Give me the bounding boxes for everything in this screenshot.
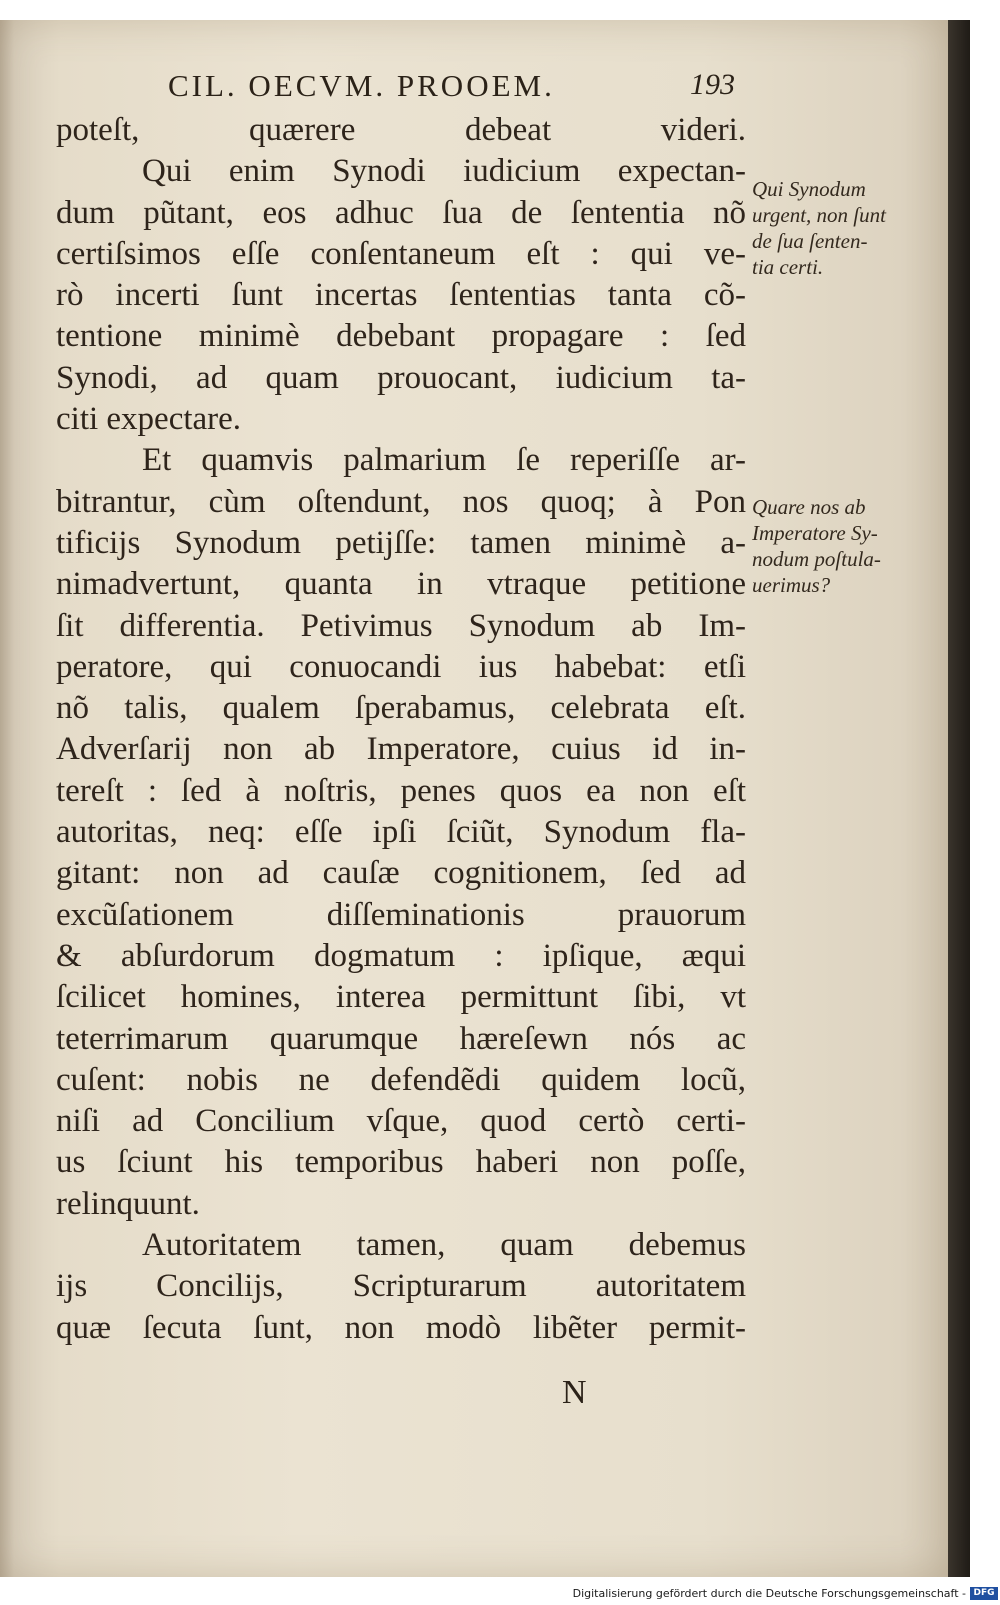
body-line: us ſciunt his temporibus haberi non poſſe, bbox=[56, 1144, 746, 1181]
body-line: ſit differentia. Petivimus Synodum ab Im- bbox=[56, 607, 746, 644]
body-line: Et quamvis palmarium ſe reperiſſe ar- bbox=[142, 442, 746, 479]
body-line: quæ ſecuta ſunt, non modò libẽter permit- bbox=[56, 1309, 746, 1346]
body-line: autoritas, neq: eſſe ipſi ſciũt, Synodum fla- bbox=[56, 814, 746, 851]
body-line: relinquunt. bbox=[56, 1185, 200, 1222]
body-line: Adverſarij non ab Imperatore, cuius id in- bbox=[56, 731, 746, 768]
signature-mark: N bbox=[562, 1374, 587, 1411]
body-line: tentione minimè debebant propagare : ſed bbox=[56, 318, 746, 355]
body-line: bitrantur, cùm oſtendunt, nos quoq; à Pon bbox=[56, 483, 746, 520]
margin-note-line: urgent, non ſunt bbox=[752, 203, 886, 227]
page-edge-shadow bbox=[948, 20, 970, 1577]
body-line: excũſationem diſſeminationis prauorum bbox=[56, 896, 746, 933]
margin-note-line: Imperatore Sy- bbox=[752, 521, 878, 545]
body-line: niſi ad Concilium vſque, quod certò certi- bbox=[56, 1103, 746, 1140]
body-line: cuſent: nobis ne defendẽdi quidem locũ, bbox=[56, 1061, 746, 1098]
margin-note-line: tia certi. bbox=[752, 255, 824, 279]
body-line: Autoritatem tamen, quam debemus bbox=[142, 1227, 746, 1264]
body-text bbox=[56, 110, 746, 1349]
body-line: ſcilicet homines, interea permittunt ſibi, vt bbox=[56, 979, 746, 1016]
body-line: certiſsimos eſſe conſentaneum eſt : qui ve- bbox=[56, 235, 746, 272]
body-line: rò incerti ſunt incertas ſententias tanta cõ- bbox=[56, 277, 746, 314]
body-line: tereſt : ſed à noſtris, penes quos ea non eſt bbox=[56, 772, 746, 809]
margin-note-synod bbox=[752, 176, 937, 280]
margin-note-line: nodum poſtula- bbox=[752, 547, 881, 571]
body-line: Qui enim Synodi iudicium expectan- bbox=[142, 153, 746, 190]
body-line: Synodi, ad quam prouocant, iudicium ta- bbox=[56, 359, 746, 396]
margin-note-line: uerimus? bbox=[752, 573, 831, 597]
margin-note-line: Quare nos ab bbox=[752, 495, 866, 519]
body-line: peratore, qui conuocandi ius habebat: etſi bbox=[56, 648, 746, 685]
digitization-credit: Digitalisierung gefördert durch die Deutsche Forschungsgemeinschaft - bbox=[572, 1587, 966, 1600]
body-line: poteſt, quærere debeat videri. bbox=[56, 112, 746, 148]
body-line: citi expectare. bbox=[56, 401, 242, 438]
body-line: nimadvertunt, quanta in vtraque petitione bbox=[56, 566, 746, 603]
body-line: nõ talis, qualem ſperabamus, celebrata eſt. bbox=[56, 690, 746, 727]
body-line: dum pũtant, eos adhuc ſua de ſententia nõ bbox=[56, 194, 746, 231]
page-number: 193 bbox=[690, 68, 735, 101]
margin-note-emperor bbox=[752, 494, 937, 598]
body-line: teterrimarum quarumque hæreſewn nós ac bbox=[56, 1020, 746, 1057]
body-line: gitant: non ad cauſæ cognitionem, ſed ad bbox=[56, 855, 746, 892]
margin-note-line: Qui Synodum bbox=[752, 177, 866, 201]
margin-note-line: de ſua ſenten- bbox=[752, 229, 868, 253]
dfg-logo: DFG bbox=[970, 1587, 998, 1600]
running-title: CIL. OECVM. PROOEM. bbox=[168, 68, 555, 103]
body-line: ijs Concilijs, Scripturarum autoritatem bbox=[56, 1268, 746, 1305]
body-line: tificijs Synodum petijſſe: tamen minimè a- bbox=[56, 524, 746, 561]
body-line: & abſurdorum dogmatum : ipſique, æqui bbox=[56, 937, 746, 974]
